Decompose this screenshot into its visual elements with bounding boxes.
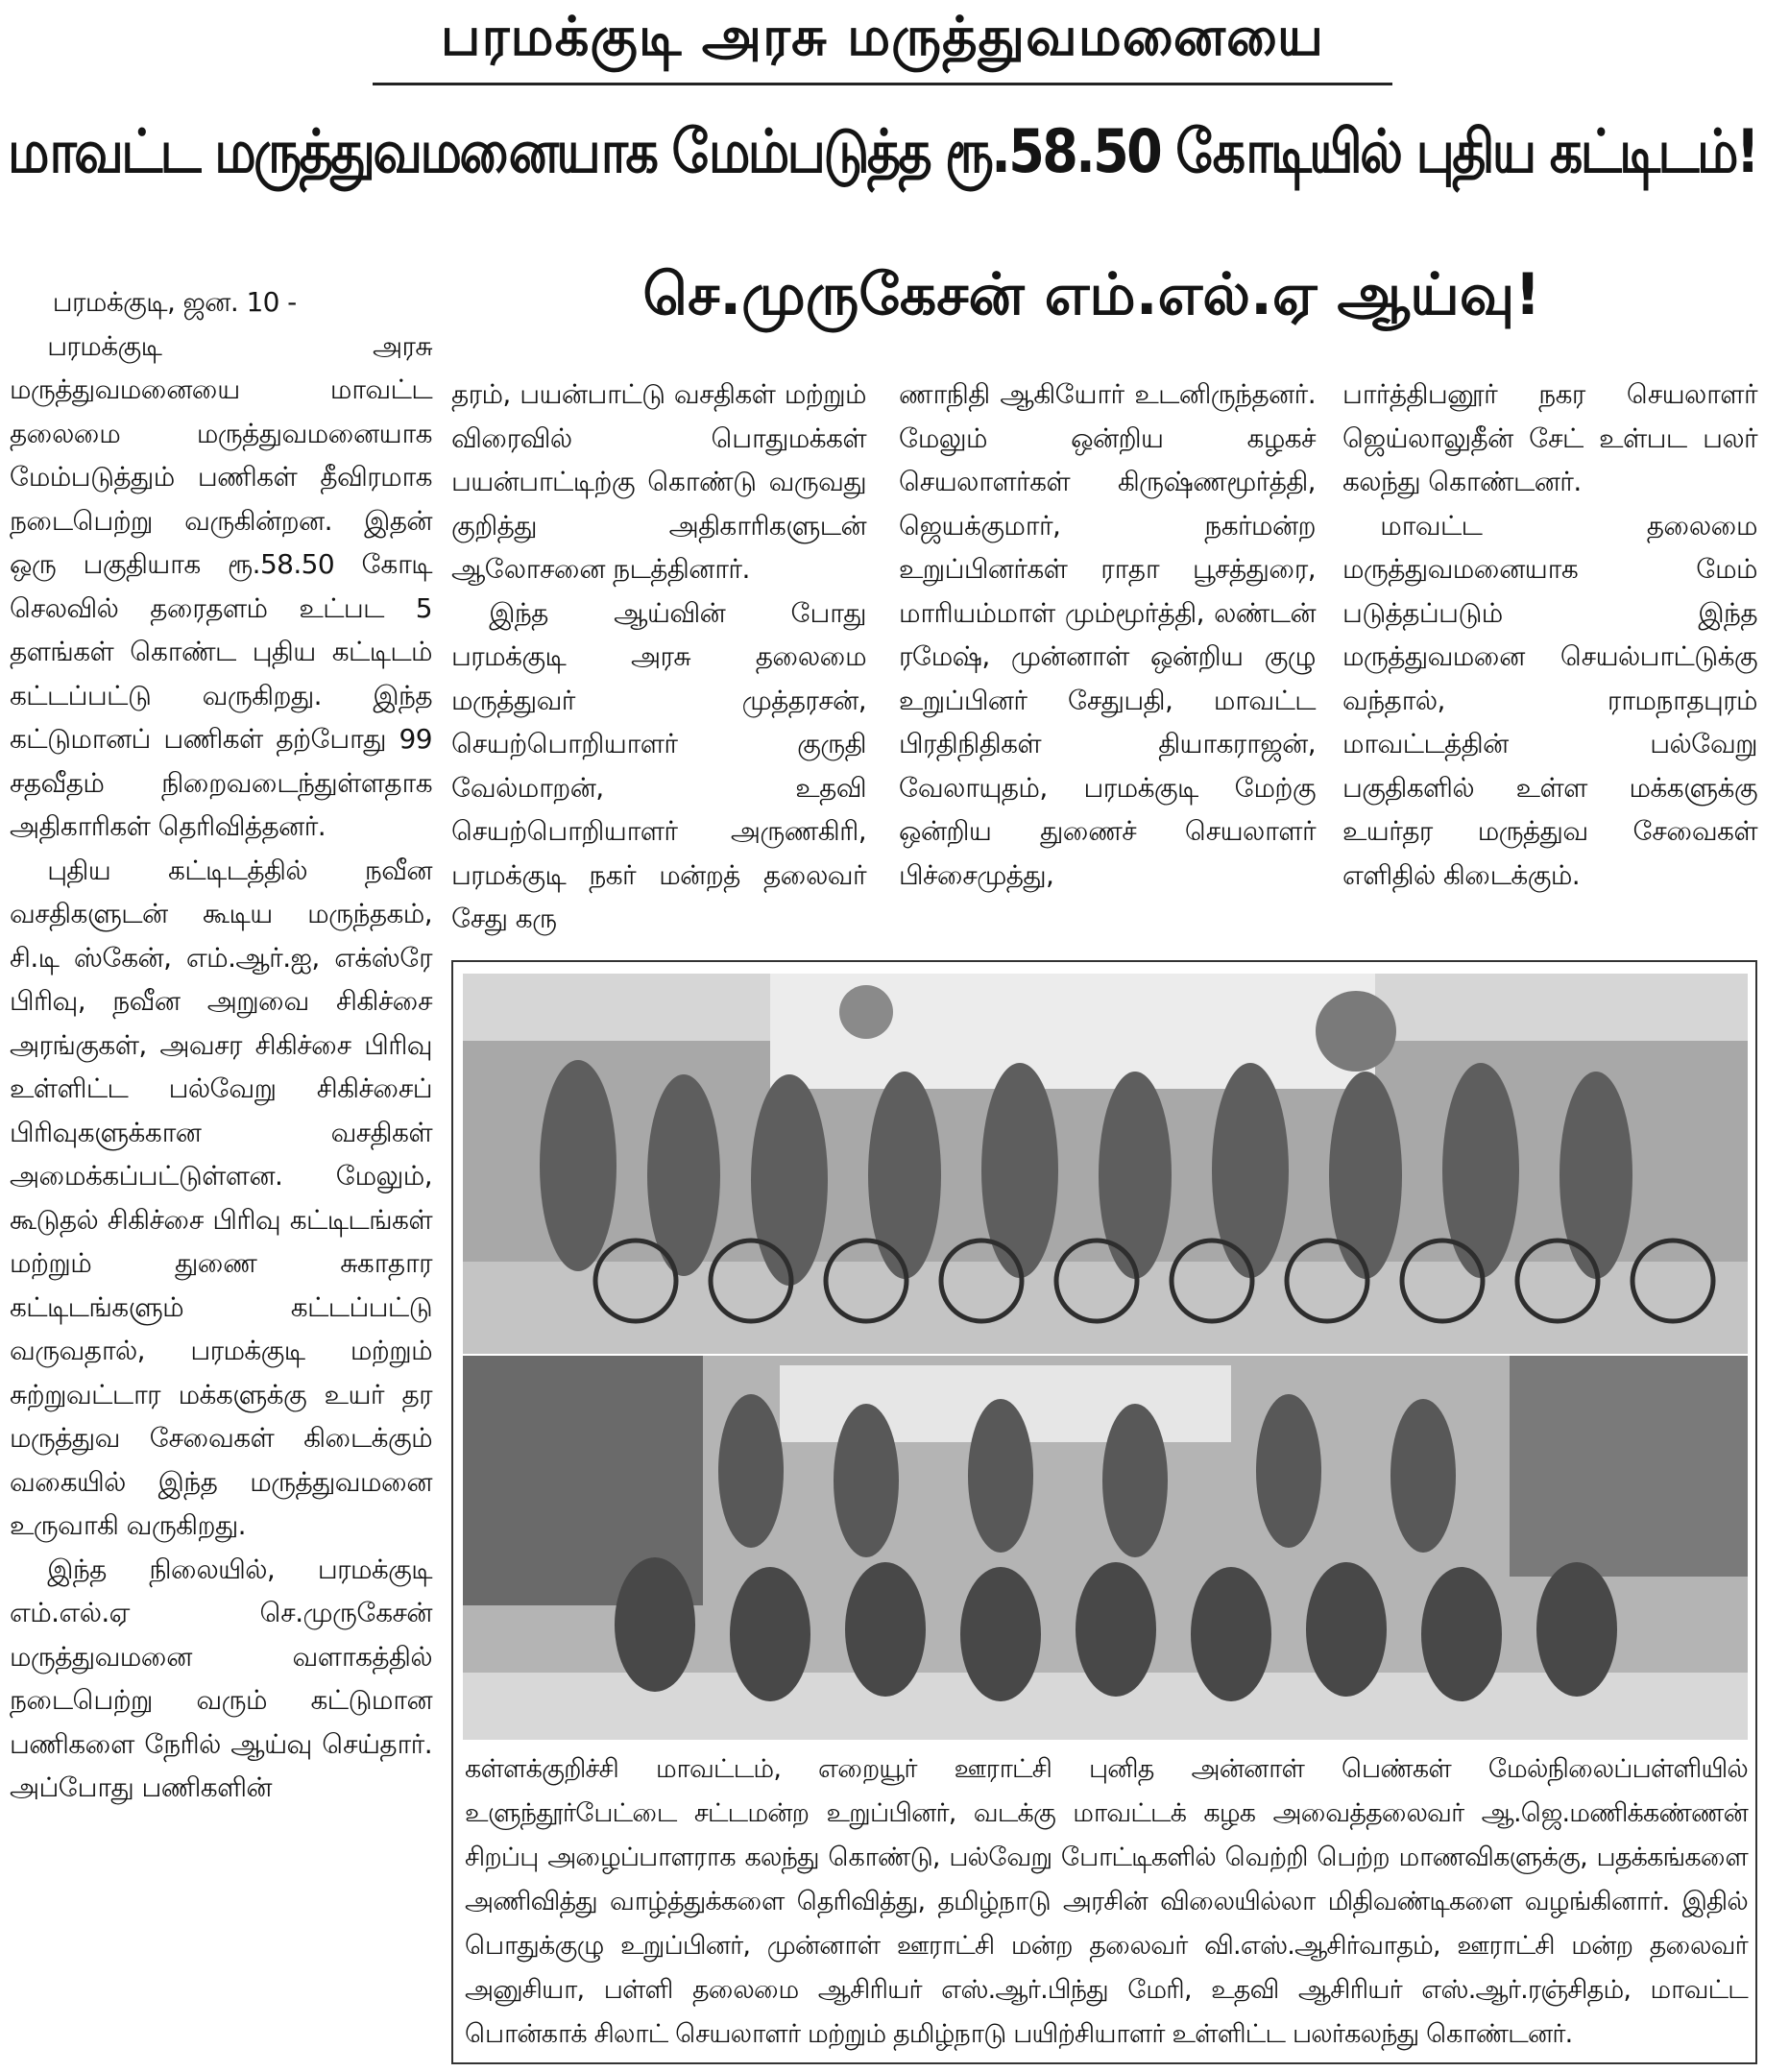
article-column-4	[1342, 373, 1757, 897]
photo-caption	[465, 1747, 1748, 2057]
kicker-underline	[373, 83, 1392, 85]
article-paragraph: இந்த நிலையில், பரமக்குடி எம்.எல்.ஏ செ.முருகேசன் மருத்துவமனை வளாகத்தில் நடைபெற்று வரும் கட்டுமான பணிகளை நேரில் ஆய்வு செய்தார். அப்போது பணிகளின்	[10, 1553, 432, 1803]
article-paragraph: ணாநிதி ஆகியோர் உடனிருந்தனர். மேலும் ஒன்றிய கழகச் செயலாளர்கள் கிருஷ்ணமூர்த்தி, ஜெயக்குமார், நகர்மன்ற உறுப்பினர்கள் ராதா பூசத்துரை, மாரியம்மாள் மும்மூர்த்தி, லண்டன் ரமேஷ், முன்னாள் ஒன்றிய குழு உறுப்பினர் சேதுபதி, மாவட்ட பிரதிநிதிகள் தியாகராஜன், வேலாயுதம், பரமக்குடி மேற்கு ஒன்றிய துணைச் செயலாளர் பிச்சைமுத்து,	[899, 378, 1316, 891]
article-column-1	[10, 280, 432, 1810]
sub-headline: செ.முருகேசன் எம்.எல்.ஏ ஆய்வு!	[642, 261, 1541, 328]
article-paragraph: இந்த ஆய்வின் போது பரமக்குடி அரசு தலைமை மருத்துவர் முத்தரசன், செயற்பொறியாளர் குருதி வேல்மாறன், உதவி செயற்பொறியாளர் அருணகிரி, பரமக்குடி நகர் மன்றத் தலைவர் சேது கரு	[451, 596, 866, 934]
article-paragraph: மாவட்ட தலைமை மருத்துவமனையாக மேம் படுத்தப்படும் இந்த மருத்துவமனை செயல்பாட்டுக்கு வந்தால், ராமநாதபுரம் மாவட்டத்தின் பல்வேறு பகுதிகளில் உள்ள மக்களுக்கு உயர்தர மருத்துவ சேவைகள் எளிதில் கிடைக்கும்.	[1342, 509, 1757, 891]
article-paragraph: பரமக்குடி அரசு மருத்துவமனையை மாவட்ட தலைமை மருத்துவமனையாக மேம்படுத்தும் பணிகள் தீவிரமாக நடைபெற்று வருகின்றன. இதன் ஒரு பகுதியாக ரூ.58.50 கோடி செலவில் தரைதளம் உட்பட 5 தளங்கள் கொண்ட புதிய கட்டிடம் கட்டப்பட்டு வருகிறது. இந்த கட்டுமானப் பணிகள் தற்போது 99 சதவீதம் நிறைவடைந்துள்ளதாக அதிகாரிகள் தெரிவித்தனர்.	[10, 329, 432, 842]
photo-placeholder-image	[463, 974, 1748, 1354]
main-headline: மாவட்ட மருத்துவமனையாக மேம்படுத்த ரூ.58.50 கோடியில் புதிய கட்டிடம்!	[8, 116, 1757, 186]
article-column-3	[899, 373, 1316, 897]
photo-caption-box	[451, 960, 1757, 2064]
bicycle-distribution-photo	[463, 974, 1748, 1354]
article-paragraph: தரம், பயன்பாட்டு வசதிகள் மற்றும் விரைவில் பொதுமக்கள் பயன்பாட்டிற்கு கொண்டு வருவது குறித்து அதிகாரிகளுடன் ஆலோசனை நடத்தினார்.	[451, 378, 866, 585]
photo-placeholder-image	[463, 1356, 1748, 1740]
kicker-headline: பரமக்குடி அரசு மருத்துவமனையை	[440, 6, 1325, 68]
article-paragraph: பார்த்திபனூர் நகர செயலாளர் ஜெய்லாலுதீன் சேட் உள்பட பலர் கலந்து கொண்டனர்.	[1342, 378, 1757, 497]
article-column-2	[451, 373, 866, 941]
students-medals-photo	[463, 1356, 1748, 1740]
caption-text: கள்ளக்குறிச்சி மாவட்டம், எறையூர் ஊராட்சி புனித அன்னாள் பெண்கள் மேல்நிலைப்பள்ளியில் உளுந்தூர்பேட்டை சட்டமன்ற உறுப்பினர், வடக்கு மாவட்டக் கழக அவைத்தலைவர் ஆ.ஜெ.மணிக்கண்ணன் சிறப்பு அழைப்பாளராக கலந்து கொண்டு, பல்வேறு போட்டிகளில் வெற்றி பெற்ற மாணவிகளுக்கு, பதக்கங்களை அணிவித்து வாழ்த்துக்களை தெரிவித்து, தமிழ்நாடு அரசின் விலையில்லா மிதிவண்டிகளை வழங்கினார். இதில் பொதுக்குழு உறுப்பினர், முன்னாள் ஊராட்சி மன்ற தலைவர் வி.எஸ்.ஆசிர்வாதம், ஊராட்சி மன்ற தலைவர் அனுசியா, பள்ளி தலைமை ஆசிரியர் எஸ்.ஆர்.பிந்து மேரி, உதவி ஆசிரியர் எஸ்.ஆர்.ரஞ்சிதம், மாவட்ட பொன்காக் சிலாட் செயலாளர் மற்றும் தமிழ்நாடு பயிற்சியாளர் உள்ளிட்ட பலர்கலந்து கொண்டனர்.	[465, 1754, 1748, 2049]
dateline: பரமக்குடி, ஜன. 10 -	[52, 286, 297, 318]
article-paragraph: புதிய கட்டிடத்தில் நவீன வசதிகளுடன் கூடிய மருந்தகம், சி.டி ஸ்கேன், எம்.ஆர்.ஐ, எக்ஸ்ரே பிரிவு, நவீன அறுவை சிகிச்சை அரங்குகள், அவசர சிகிச்சை பிரிவு உள்ளிட்ட பல்வேறு சிகிச்சைப் பிரிவுகளுக்கான வசதிகள் அமைக்கப்பட்டுள்ளன. மேலும், கூடுதல் சிகிச்சை பிரிவு கட்டிடங்கள் மற்றும் துணை சுகாதார கட்டிடங்களும் கட்டப்பட்டு வருவதால், பரமக்குடி மற்றும் சுற்றுவட்டார மக்களுக்கு உயர் தர மருத்துவ சேவைகள் கிடைக்கும் வகையில் இந்த மருத்துவமனை உருவாகி வருகிறது.	[10, 854, 432, 1541]
